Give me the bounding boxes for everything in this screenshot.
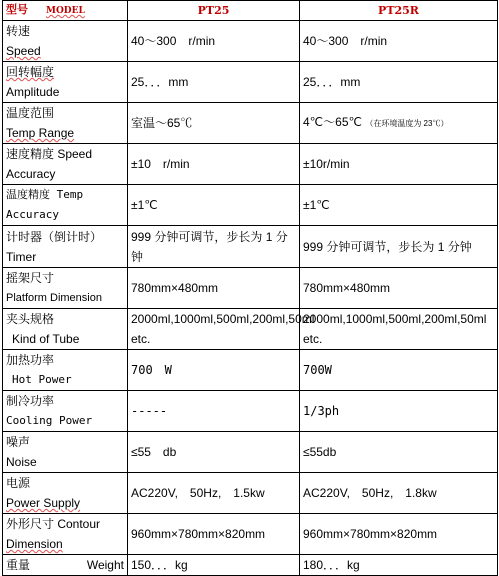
- model-a-value: 150．．．kg: [128, 555, 300, 576]
- param-label-en: Platform Dimension: [6, 292, 102, 304]
- param-label-en: Accuracy: [6, 167, 56, 181]
- param-label-cn: 加热功率: [6, 353, 55, 367]
- header-label-cell: [3, 1, 128, 21]
- model-b-value: ±10r/min: [300, 144, 498, 185]
- param-label-en: Dimension: [6, 537, 63, 551]
- param-label-cn: 夹头规格: [6, 312, 55, 326]
- model-a-value: 2000ml,1000ml,500ml,200ml,50ml etc.: [128, 309, 300, 350]
- param-label-cn: 重量: [6, 558, 31, 572]
- param-label-cn: 噪声: [6, 435, 31, 449]
- param-label-cn: 摇架尺寸: [6, 271, 55, 285]
- param-label-cn: 电源: [6, 476, 31, 490]
- model-b-value: ≤55db: [300, 432, 498, 473]
- param-label-cn: 回转幅度: [6, 65, 55, 79]
- temp-range-note: （在环境温度为 23℃）: [365, 119, 449, 128]
- param-label-cell: [3, 21, 128, 62]
- param-label-cell: [3, 185, 128, 226]
- model-a-value: 780mm×480mm: [128, 268, 300, 309]
- param-label-cn: 温度精度 Temp: [6, 188, 84, 201]
- spec-table: [2, 0, 498, 576]
- param-label-cell: [3, 62, 128, 103]
- model-a-value: ≤55 db: [128, 432, 300, 473]
- param-label-cell: [3, 309, 128, 350]
- model-b-value: 25．．．mm: [300, 62, 498, 103]
- param-label-en: Cooling Power: [6, 414, 93, 427]
- model-label-en: MODEL: [46, 6, 85, 16]
- model-a-value: 960mm×780mm×820mm: [128, 514, 300, 555]
- param-label-cell: [3, 268, 128, 309]
- table-row: [3, 268, 498, 309]
- table-row: [3, 21, 498, 62]
- param-label-cell: [3, 350, 128, 391]
- model-b-value: 960mm×780mm×820mm: [300, 514, 498, 555]
- param-label-cell: [3, 144, 128, 185]
- param-label-cell: [3, 391, 128, 432]
- model-a-header: PT25: [128, 1, 300, 21]
- table-row: [3, 391, 498, 432]
- model-a-value: 室温～65℃: [128, 103, 300, 144]
- param-label-cell: [3, 103, 128, 144]
- table-row: [3, 103, 498, 144]
- param-label-en: Timer: [6, 249, 37, 264]
- param-label-cell: [3, 432, 128, 473]
- table-row: [3, 309, 498, 350]
- model-b-value-cell: [300, 103, 498, 144]
- param-label-cn: 转速: [6, 24, 31, 38]
- model-a-value: ±1℃: [128, 185, 300, 226]
- table-row: [3, 514, 498, 555]
- model-b-value: 180．．．kg: [300, 555, 498, 576]
- model-a-value: ±10 r/min: [128, 144, 300, 185]
- table-row: [3, 185, 498, 226]
- param-label-en: Kind of Tube: [12, 332, 80, 346]
- table-row: [3, 473, 498, 514]
- param-label-cell: [3, 473, 128, 514]
- param-label-cn: 速度精度 Speed: [6, 147, 93, 161]
- model-b-value: ±1℃: [300, 185, 498, 226]
- model-b-value: AC220V, 50Hz, 1.8kw: [300, 473, 498, 514]
- model-label-cn: 型号: [6, 3, 28, 16]
- table-row: [3, 62, 498, 103]
- model-b-value: 2000ml,1000ml,500ml,200ml,50ml etc.: [300, 309, 498, 350]
- param-label-cn: 制冷功率: [6, 394, 55, 408]
- model-a-value: 25．．．mm: [128, 62, 300, 103]
- model-b-value: 780mm×480mm: [300, 268, 498, 309]
- param-label-cn: 计时器（倒计时）: [6, 229, 103, 244]
- param-label-en: Speed: [6, 44, 41, 58]
- param-label-en: Accuracy: [6, 208, 59, 221]
- model-a-value: 999 分钟可调节，步长为 1 分钟: [128, 226, 300, 268]
- table-row: [3, 432, 498, 473]
- table-row: [3, 144, 498, 185]
- model-b-value: 4℃～65℃: [303, 115, 362, 129]
- model-b-value: 40～300 r/min: [300, 21, 498, 62]
- param-label-en: Amplitude: [6, 85, 60, 99]
- model-b-value: 999 分钟可调节，步长为 1 分钟: [300, 226, 498, 268]
- header-row: [3, 1, 498, 21]
- model-a-value: 40～300 r/min: [128, 21, 300, 62]
- param-label-en: Power Supply: [6, 496, 81, 510]
- param-label-cn: 外形尺寸 Contour: [6, 517, 101, 531]
- param-label-en: Temp Range: [6, 126, 75, 140]
- model-b-header: PT25R: [300, 1, 498, 21]
- table-row: [3, 350, 498, 391]
- param-label-en: Weight: [86, 558, 124, 572]
- model-a-value: AC220V, 50Hz, 1.5kw: [128, 473, 300, 514]
- model-b-value: 1/3ph: [300, 391, 498, 432]
- param-label-en: Noise: [6, 455, 37, 469]
- model-a-value: -----: [128, 391, 300, 432]
- param-label-cn: 温度范围: [6, 106, 55, 120]
- model-b-value: 700W: [300, 350, 498, 391]
- param-label-en: Hot Power: [12, 373, 72, 386]
- model-a-value: 700 W: [128, 350, 300, 391]
- table-row: [3, 226, 498, 268]
- param-label-cell: [3, 226, 128, 268]
- param-label-cell: [3, 514, 128, 555]
